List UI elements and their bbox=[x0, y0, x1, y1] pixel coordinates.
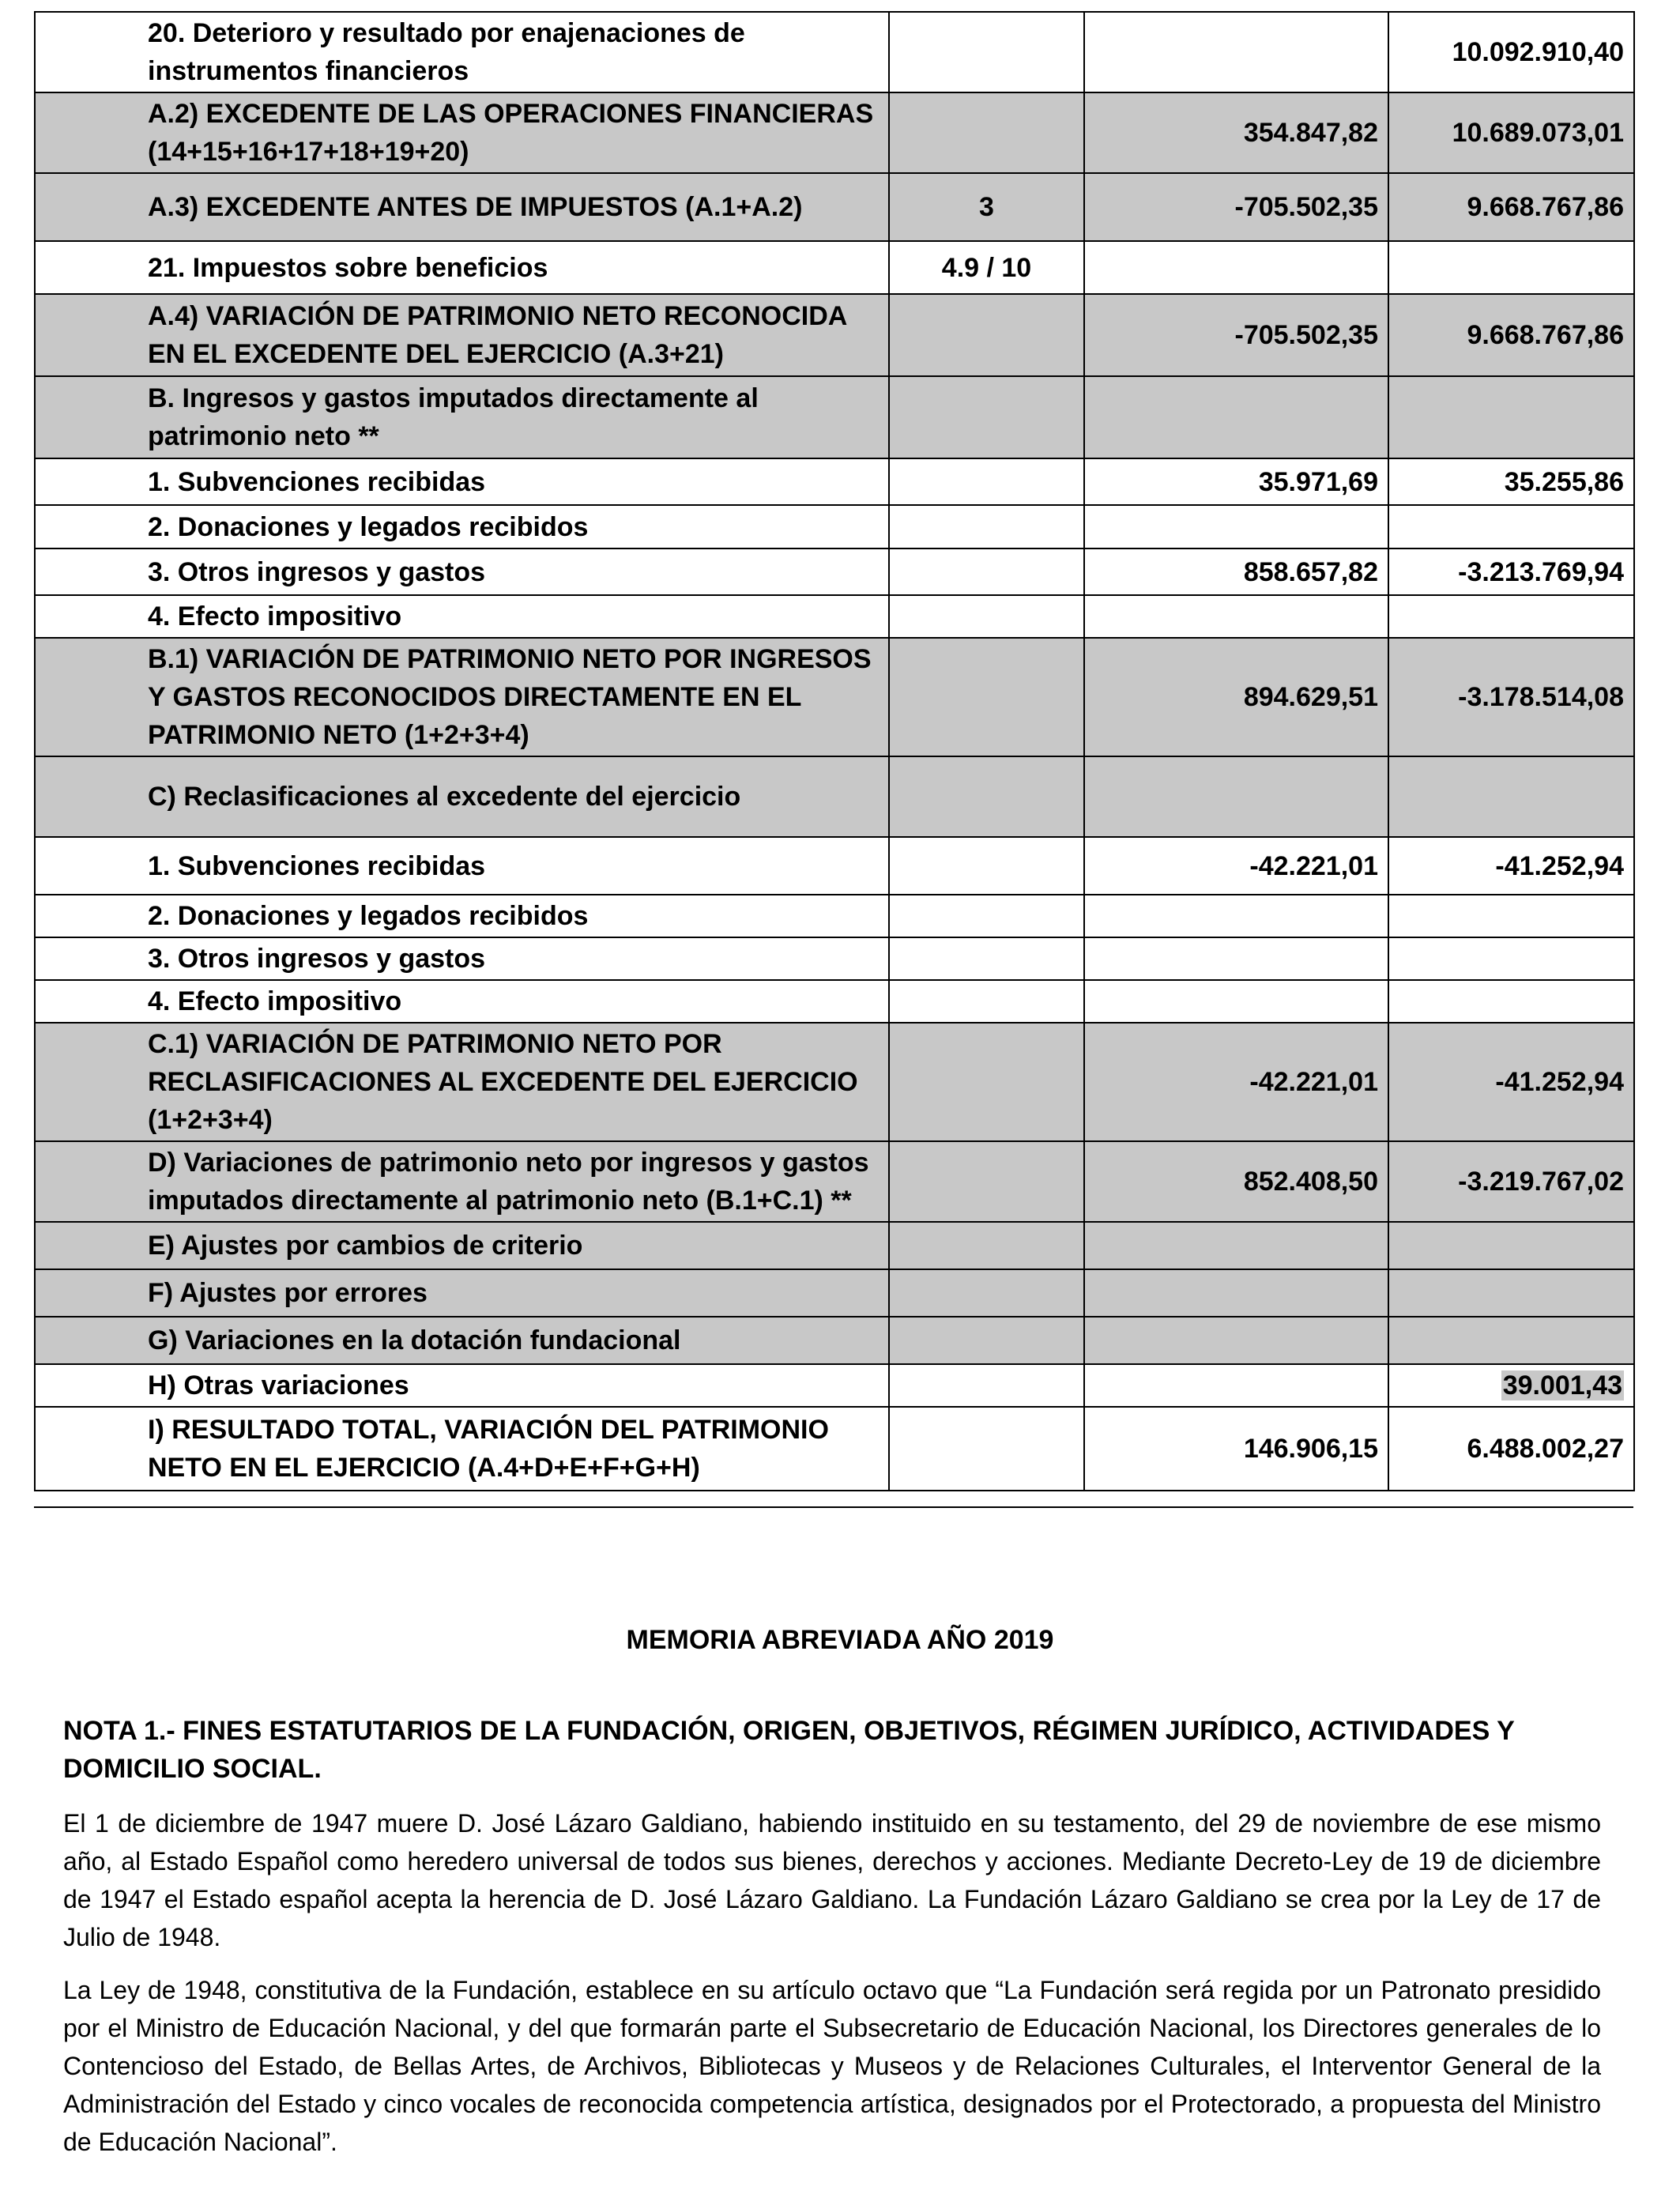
document-title: MEMORIA ABREVIADA AÑO 2019 bbox=[626, 1625, 1054, 1655]
row-current-value: -705.502,35 bbox=[1084, 294, 1388, 376]
row-current-value: 354.847,82 bbox=[1084, 92, 1388, 173]
table-row bbox=[35, 937, 1634, 980]
table-row bbox=[35, 1269, 1634, 1317]
row-current-value bbox=[1084, 376, 1388, 458]
row-label: 20. Deterioro y resultado por enajenaciones de instrumentos financieros bbox=[148, 18, 745, 86]
row-label: F) Ajustes por errores bbox=[148, 1278, 428, 1308]
row-previous-value bbox=[1388, 1269, 1634, 1317]
row-label: 1. Subvenciones recibidas bbox=[148, 466, 486, 497]
row-note bbox=[889, 1222, 1084, 1269]
row-label: 4. Efecto impositivo bbox=[148, 601, 402, 631]
row-previous-value: 35.255,86 bbox=[1388, 458, 1634, 505]
row-previous-value: -3.213.769,94 bbox=[1388, 548, 1634, 595]
row-previous-value bbox=[1388, 505, 1634, 548]
row-note bbox=[889, 376, 1084, 458]
table-row bbox=[35, 980, 1634, 1023]
row-label: A.2) EXCEDENTE DE LAS OPERACIONES FINANCIERAS (14+15+16+17+18+19+20) bbox=[148, 99, 874, 167]
row-current-value bbox=[1084, 1317, 1388, 1364]
note-heading: NOTA 1.- FINES ESTATUTARIOS DE LA FUNDACIÓN, ORIGEN, OBJETIVOS, RÉGIMEN JURÍDICO, ACTIVIDADES Y DOMICILIO SOCIAL. bbox=[63, 1716, 1515, 1784]
row-label: 3. Otros ingresos y gastos bbox=[148, 556, 486, 587]
table-row bbox=[35, 1023, 1634, 1141]
row-current-value: 146.906,15 bbox=[1084, 1407, 1388, 1491]
row-previous-value: 9.668.767,86 bbox=[1388, 294, 1634, 376]
row-current-value bbox=[1084, 505, 1388, 548]
row-label: D) Variaciones de patrimonio neto por ingresos y gastos imputados directamente al patrimonio neto (B.1+C.1) ** bbox=[148, 1148, 869, 1216]
table-row bbox=[35, 241, 1634, 294]
table-row bbox=[35, 595, 1634, 638]
row-previous-value: 9.668.767,86 bbox=[1388, 173, 1634, 241]
row-label: I) RESULTADO TOTAL, VARIACIÓN DEL PATRIMONIO NETO EN EL EJERCICIO (A.4+D+E+F+G+H) bbox=[148, 1415, 829, 1483]
paragraph: El 1 de diciembre de 1947 muere D. José Lázaro Galdiano, habiendo instituido en su testamento, del 29 de noviembre de ese mismo año, al Estado Español como heredero universal de todos sus bienes, derechos y acciones. Mediante Decreto-Ley de 19 de diciembre de 1947 el Estado español acepta la herencia de D. José Lázaro Galdiano. La Fundación Lázaro Galdiano se crea por la Ley de 17 de Julio de 1948. bbox=[63, 1809, 1601, 1951]
row-previous-value bbox=[1388, 241, 1634, 294]
row-note bbox=[889, 1317, 1084, 1364]
row-current-value bbox=[1084, 937, 1388, 980]
table-row bbox=[35, 548, 1634, 595]
table-row bbox=[35, 895, 1634, 937]
table-row bbox=[35, 1407, 1634, 1491]
row-current-value: -42.221,01 bbox=[1084, 837, 1388, 895]
row-previous-value bbox=[1388, 937, 1634, 980]
table-row bbox=[35, 376, 1634, 458]
row-current-value: 852.408,50 bbox=[1084, 1141, 1388, 1222]
table-row bbox=[35, 294, 1634, 376]
row-label: E) Ajustes por cambios de criterio bbox=[148, 1231, 583, 1261]
row-current-value bbox=[1084, 1269, 1388, 1317]
row-current-value bbox=[1084, 980, 1388, 1023]
row-label: A.3) EXCEDENTE ANTES DE IMPUESTOS (A.1+A.2) bbox=[148, 192, 803, 222]
row-label: H) Otras variaciones bbox=[148, 1370, 409, 1400]
row-current-value bbox=[1084, 1364, 1388, 1407]
row-previous-value bbox=[1388, 756, 1634, 837]
row-previous-value bbox=[1388, 595, 1634, 638]
row-previous-value: -3.178.514,08 bbox=[1388, 638, 1634, 756]
row-note bbox=[889, 548, 1084, 595]
financial-statement-table bbox=[34, 11, 1635, 1491]
row-current-value: -42.221,01 bbox=[1084, 1023, 1388, 1141]
table-row bbox=[35, 837, 1634, 895]
table-row bbox=[35, 1222, 1634, 1269]
table-row bbox=[35, 458, 1634, 505]
row-previous-value bbox=[1388, 895, 1634, 937]
table-row bbox=[35, 1364, 1634, 1407]
row-previous-value bbox=[1388, 376, 1634, 458]
table-row bbox=[35, 1317, 1634, 1364]
row-current-value bbox=[1084, 756, 1388, 837]
row-note bbox=[889, 756, 1084, 837]
row-previous-value bbox=[1388, 1317, 1634, 1364]
table-row bbox=[35, 505, 1634, 548]
row-previous-value bbox=[1388, 1222, 1634, 1269]
row-note bbox=[889, 1141, 1084, 1222]
row-current-value bbox=[1084, 895, 1388, 937]
paragraph: La Ley de 1948, constitutiva de la Fundación, establece en su artículo octavo que “La Fundación será regida por un Patronato presidido por el Ministro de Educación Nacional, y del que formarán parte el Subsecretario de Educación Nacional, los Directores generales de lo Contencioso del Estado, de Bellas Artes, de Archivos, Bibliotecas y Museos y de Relaciones Culturales, el Interventor General de la Administración del Estado y cinco vocales de reconocida competencia artística, designados por el Protectorado, a propuesta del Ministro de Educación Nacional”. bbox=[63, 1976, 1601, 2156]
table-row bbox=[35, 12, 1634, 92]
row-label: B.1) VARIACIÓN DE PATRIMONIO NETO POR INGRESOS Y GASTOS RECONOCIDOS DIRECTAMENTE EN EL PATRIMONIO NETO (1+2+3+4) bbox=[148, 644, 872, 750]
row-current-value: 35.971,69 bbox=[1084, 458, 1388, 505]
row-label: A.4) VARIACIÓN DE PATRIMONIO NETO RECONOCIDA EN EL EXCEDENTE DEL EJERCICIO (A.3+21) bbox=[148, 301, 847, 369]
row-previous-value: 6.488.002,27 bbox=[1388, 1407, 1634, 1491]
row-label: C.1) VARIACIÓN DE PATRIMONIO NETO POR RECLASIFICACIONES AL EXCEDENTE DEL EJERCICIO (1+2+3+4) bbox=[148, 1029, 858, 1135]
row-label: 3. Otros ingresos y gastos bbox=[148, 944, 486, 974]
row-note bbox=[889, 458, 1084, 505]
row-label: 2. Donaciones y legados recibidos bbox=[148, 511, 589, 542]
section-separator-line bbox=[34, 1506, 1633, 1508]
row-current-value bbox=[1084, 241, 1388, 294]
row-label: B. Ingresos y gastos imputados directamente al patrimonio neto ** bbox=[148, 383, 759, 451]
table-row bbox=[35, 638, 1634, 756]
table-row bbox=[35, 173, 1634, 241]
row-note bbox=[889, 92, 1084, 173]
row-label: 4. Efecto impositivo bbox=[148, 986, 402, 1016]
row-note bbox=[889, 638, 1084, 756]
row-note bbox=[889, 980, 1084, 1023]
row-current-value bbox=[1084, 1222, 1388, 1269]
row-current-value bbox=[1084, 12, 1388, 92]
row-note bbox=[889, 1364, 1084, 1407]
row-note: 3 bbox=[889, 173, 1084, 241]
row-note bbox=[889, 1407, 1084, 1491]
row-note bbox=[889, 595, 1084, 638]
row-note bbox=[889, 505, 1084, 548]
row-note bbox=[889, 294, 1084, 376]
row-previous-value: 39.001,43 bbox=[1502, 1370, 1622, 1400]
table-row bbox=[35, 1141, 1634, 1222]
row-note: 4.9 / 10 bbox=[889, 241, 1084, 294]
row-current-value: -705.502,35 bbox=[1084, 173, 1388, 241]
row-current-value: 858.657,82 bbox=[1084, 548, 1388, 595]
row-previous-value: 10.689.073,01 bbox=[1388, 92, 1634, 173]
table-row bbox=[35, 92, 1634, 173]
row-current-value: 894.629,51 bbox=[1084, 638, 1388, 756]
row-note bbox=[889, 837, 1084, 895]
row-note bbox=[889, 1269, 1084, 1317]
row-label: 2. Donaciones y legados recibidos bbox=[148, 901, 589, 931]
row-label: G) Variaciones en la dotación fundacional bbox=[148, 1325, 681, 1355]
row-previous-value: -3.219.767,02 bbox=[1388, 1141, 1634, 1222]
row-note bbox=[889, 937, 1084, 980]
row-previous-value bbox=[1388, 980, 1634, 1023]
row-previous-value: -41.252,94 bbox=[1388, 1023, 1634, 1141]
row-note bbox=[889, 12, 1084, 92]
row-note bbox=[889, 895, 1084, 937]
row-label: 21. Impuestos sobre beneficios bbox=[148, 252, 548, 283]
row-note bbox=[889, 1023, 1084, 1141]
row-previous-value: -41.252,94 bbox=[1388, 837, 1634, 895]
row-label: C) Reclasificaciones al excedente del ejercicio bbox=[148, 782, 741, 812]
row-label: 1. Subvenciones recibidas bbox=[148, 850, 486, 881]
row-previous-value: 10.092.910,40 bbox=[1388, 12, 1634, 92]
table-row bbox=[35, 756, 1634, 837]
row-current-value bbox=[1084, 595, 1388, 638]
